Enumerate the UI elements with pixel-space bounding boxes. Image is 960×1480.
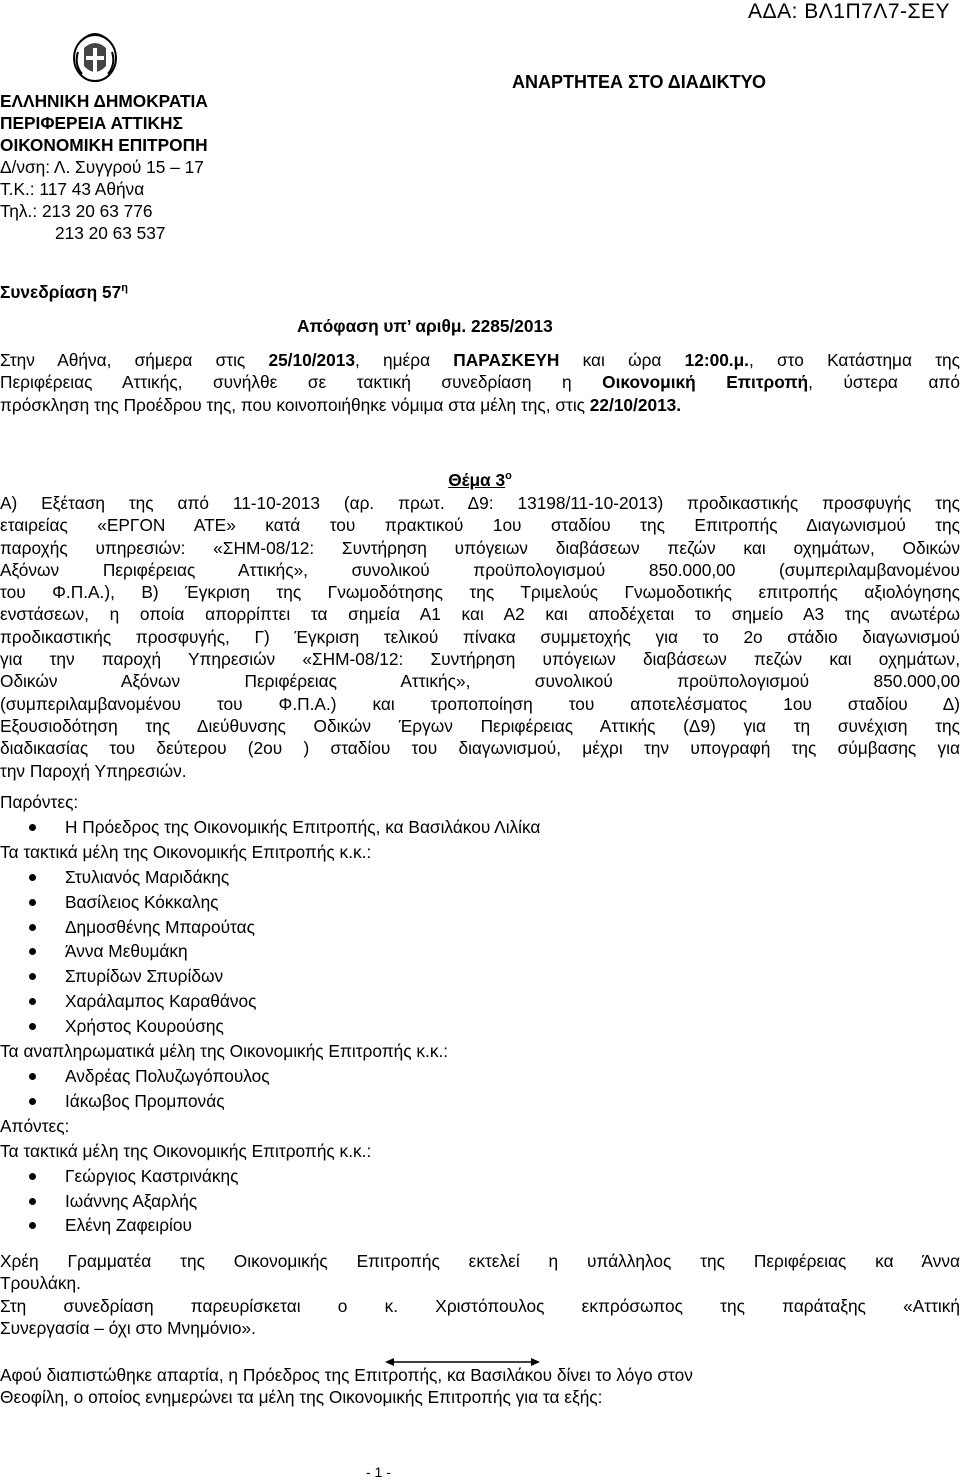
regular-member: Δημοσθένης Μπαρούτας <box>0 915 540 940</box>
subject-line: Α) Εξέταση της από 11-10-2013 (αρ. πρωτ. Δ9: 13198/11-10-2013) προδικαστικής προσφυγής της <box>0 493 960 513</box>
header-address: Δ/νση: Λ. Συγγρού 15 – 17 <box>0 157 204 177</box>
subject-line: για την παροχή Υπηρεσιών «ΣΗΜ-08/12: Συντήρηση υπόγειων διαβάσεων πεζών και οχημάτων, <box>0 649 960 670</box>
issuer-header <box>0 90 208 244</box>
regular-member: Στυλιανός Μαριδάκης <box>0 865 540 890</box>
alternate-member: Ιάκωβος Προμπονάς <box>0 1089 540 1114</box>
publication-notice: ΑΝΑΡΤΗΤΕΑ ΣΤΟ ΔΙΑΔΙΚΤΥΟ <box>512 72 766 92</box>
secretary-line: Συνεργασία – όχι στο Μνημόνιο». <box>0 1317 256 1338</box>
subject-line: διαδικασίας του δεύτερου (2ου ) σταδίου του διαγωνισμού, μέχρι την υπογραφή της σύμβασης για <box>0 738 960 759</box>
subject-line: την Παροχή Υπηρεσιών. <box>0 760 187 781</box>
chair-member: Η Πρόεδρος της Οικονομικής Επιτροπής, κα Βασιλάκου Λιλίκα <box>0 815 540 840</box>
secretary-line: Χρέη Γραμματέα της Οικονομικής Επιτροπής εκτελεί η υπάλληλος της Περιφέρειας κα Άννα <box>0 1251 960 1271</box>
page-number: - 1 - <box>366 1464 391 1480</box>
subject-paragraph <box>0 492 960 782</box>
alternate-member: Ανδρέας Πολυζωγόπουλος <box>0 1064 540 1089</box>
closing-line: Αφού διαπιστώθηκε απαρτία, η Πρόεδρος της Επιτροπής, κα Βασιλάκου δίνει το λόγο στον <box>0 1365 693 1385</box>
absent-member: Ελένη Ζαφειρίου <box>0 1213 540 1238</box>
greek-emblem-icon <box>72 30 118 82</box>
header-phone: Τηλ.: 213 20 63 776 <box>0 201 153 221</box>
subject-line: εταιρείας «ΕΡΓΟΝ ΑΤΕ» κατά του πρακτικού 1ου σταδίου της Επιτροπής Διαγωνισμού της <box>0 515 960 536</box>
header-country: ΕΛΛΗΝΙΚΗ ΔΗΜΟΚΡΑΤΙΑ <box>0 91 208 111</box>
subject-line: προδικαστικής προσφυγής, Γ) Έγκριση τελικού πίνακα συμμετοχής για το 2ο στάδιο διαγωνισμού <box>0 626 960 647</box>
absent-regular-label: Τα τακτικά μέλη της Οικονομικής Επιτροπής κ.κ.: <box>0 1140 372 1161</box>
header-committee: ΟΙΚΟΝΟΜΙΚΗ ΕΠΙΤΡΟΠΗ <box>0 135 208 155</box>
subject-line: Αξόνων Περιφέρειας Αττικής», συνολικού προϋπολογισμού 850.000,00 (συμπεριλαμβανομένου <box>0 559 960 580</box>
session-number: Συνεδρίαση $57^\eta$ <box>0 282 128 302</box>
header-postcode: Τ.Κ.: 117 43 Αθήνα <box>0 179 145 199</box>
secretary-line: Τρουλάκη. <box>0 1273 81 1294</box>
absent-label: Απόντες: <box>0 1115 70 1136</box>
secretary-line: Στη συνεδρίαση παρευρίσκεται ο κ. Χριστόπουλος εκπρόσωπος της παράταξης «Αττική <box>0 1295 960 1316</box>
intro-paragraph <box>0 349 960 416</box>
regular-member: Άννα Μεθυμάκη <box>0 939 540 964</box>
theme-heading: Θέμα $3^o$ <box>448 470 512 490</box>
header-phone-2: 213 20 63 537 <box>55 223 166 243</box>
subject-line: Οδικών Αξόνων Περιφέρειας Αττικής», συνολικού προϋπολογισμού 850.000,00 <box>0 671 960 692</box>
regular-members-label: Τα τακτικά μέλη της Οικονομικής Επιτροπής κ.κ.: <box>0 841 372 862</box>
ada-code: ΑΔΑ: ΒΛ1Π7Λ7-ΣΕΥ <box>748 0 950 23</box>
alternate-members-label: Τα αναπληρωματικά μέλη της Οικονομικής Επιτροπής κ.κ.: <box>0 1041 449 1062</box>
header-region: ΠΕΡΙΦΕΡΕΙΑ ΑΤΤΙΚΗΣ <box>0 113 183 133</box>
subject-line: του Φ.Π.Α.), Β) Έγκριση της Γνωμοδότησης της Τριμελούς Γνωμοδοτικής επιτροπής αξιολόγησης <box>0 582 960 603</box>
intro-line-1: Στην Αθήνα, σήμερα στις 25/10/2013, ημέρα ΠΑΡΑΣΚΕΥΗ και ώρα 12:00.μ., στο Κατάστημα της <box>0 350 960 370</box>
subject-line: Εξουσιοδότηση της Διεύθυνσης Οδικών Έργων Περιφέρειας Αττικής (Δ9) για τη συνέχιση της <box>0 715 960 736</box>
regular-member: Χαράλαμπος Καραθάνος <box>0 989 540 1014</box>
closing-line: Θεοφίλη, ο οποίος ενημερώνει τα μέλη της Οικονομικής Επιτροπής για τα εξής: <box>0 1387 603 1408</box>
absent-member: Γεώργιος Καστρινάκης <box>0 1164 540 1189</box>
closing-paragraph <box>0 1364 960 1409</box>
attendance-list <box>0 790 540 1238</box>
intro-line-2: Περιφέρειας Αττικής, συνήλθε σε τακτική συνεδρίαση η Οικονομική Επιτροπή, ύστερα από <box>0 372 960 393</box>
secretary-paragraph <box>0 1250 960 1339</box>
intro-line-3: πρόσκληση της Προέδρου της, που κοινοποιήθηκε νόμιμα στα μέλη της, στις 22/10/2013. <box>0 394 682 415</box>
absent-member: Ιωάννης Αξαρλής <box>0 1189 540 1214</box>
regular-member: Σπυρίδων Σπυρίδων <box>0 964 540 989</box>
subject-line: (συμπεριλαμβανομένου του Φ.Π.Α.) και τροποποίηση του αποτελέσματος 1ου σταδίου Δ) <box>0 693 960 714</box>
subject-line: παροχής υπηρεσιών: «ΣΗΜ-08/12: Συντήρηση υπόγειων διαβάσεων πεζών και οχημάτων, Οδικών <box>0 537 960 558</box>
regular-member: Βασίλειος Κόκκαλης <box>0 890 540 915</box>
decision-number: Απόφαση υπ’ αριθμ. 2285/2013 <box>297 316 553 336</box>
regular-member: Χρήστος Κουρούσης <box>0 1014 540 1039</box>
present-label: Παρόντες: <box>0 792 79 812</box>
subject-line: ενστάσεων, η οποία απορρίπτει τα σημεία Α1 και Α2 και αποδέχεται το σημείο Α3 της ανωτέρω <box>0 604 960 625</box>
